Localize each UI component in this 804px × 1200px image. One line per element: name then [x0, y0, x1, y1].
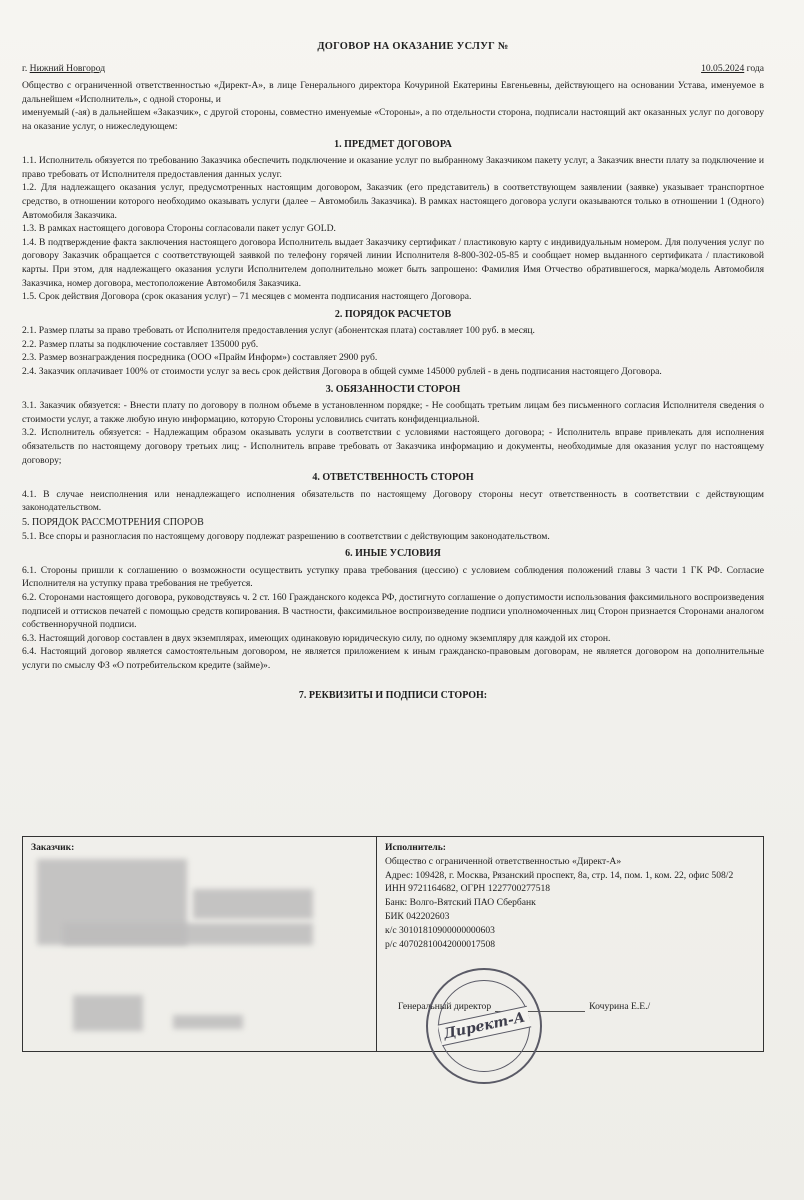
clause: 1.5. Срок действия Договора (срок оказания услуг) – 71 месяцев с момента подписания настоящего Договора.: [22, 291, 472, 303]
city-name: Нижний Новгород: [29, 62, 106, 74]
clause: 1.4. В подтверждение факта заключения настоящего договора Исполнитель выдает Заказчику сертификат / пластиковую карту с индивидуальным номером. Для получения услуг по договору Заказчик обращается с соответствующей заявкой по телефону горячей линии Исполнителя 8-800-302-05-85 и сообщает номер выданного сертификата / пластиковой карты. При этом, для надлежащего оказания услуги Исполнителем дополнительно может быть запрошено: Фамилия Имя Отчество обратившегося, марка/модель Автомобиля Заказчика, номер договора, местоположение Автомобиля Заказчика.: [22, 236, 764, 289]
date-suffix: года: [746, 62, 764, 74]
clause: 3.1. Заказчик обязуется: - Внести плату по договору в полном объеме в установленном порядке; - Не сообщать третьим лицам без письменного согласия Исполнителя сведения о стоимости услуг, а также любую иную информацию, которую Стороны условились считать конфиденциальной.: [22, 400, 764, 425]
executor-line: Общество с ограниченной ответственностью «Директ-А»: [385, 855, 622, 867]
redacted-customer-signature: [173, 1015, 243, 1029]
clause: 1.3. В рамках настоящего договора Стороны согласовали пакет услуг GOLD.: [22, 223, 336, 235]
preamble-paragraph: Общество с ограниченной ответственностью «Директ-А», в лице Генерального директора Кочуриной Екатерины Евгеньевны, действующего на основании Устава, именуемое в дальнейшем «Исполнитель», с одной стороны, и: [22, 80, 764, 105]
executor-line: р/с 40702810042000017508: [385, 938, 496, 950]
section-title: 6. ИНЫЕ УСЛОВИЯ: [345, 548, 441, 560]
section-title: 3. ОБЯЗАННОСТИ СТОРОН: [325, 383, 461, 395]
preamble-paragraph: именуемый (-ая) в дальнейшем «Заказчик», с другой стороны, совместно именуемые «Стороны», а по отдельности сторона, подписали настоящий акт оказанных услуг по договору на оказание услуг, о нижеследующем:: [22, 107, 764, 132]
city-date-row: [22, 62, 764, 76]
requisites-table: [22, 836, 764, 1052]
customer-label: Заказчик:: [31, 842, 75, 853]
company-stamp: [426, 968, 542, 1084]
executor-line: Адрес: 109428, г. Москва, Рязанский проспект, 8а, стр. 14, пом. 1, ком. 22, офис 508/2: [385, 869, 734, 881]
requisites-title: 7. РЕКВИЗИТЫ И ПОДПИСИ СТОРОН:: [298, 689, 488, 701]
clause: 4.1. В случае неисполнения или ненадлежащего исполнения обязательств по настоящему Договору стороны несут ответственность в соответствии с действующим законодательством.: [22, 488, 764, 514]
executor-line: к/с 30101810900000000603: [385, 924, 495, 936]
signer-name: Кочурина Е.Е./: [589, 1001, 651, 1012]
section-title: 1. ПРЕДМЕТ ДОГОВОРА: [334, 138, 452, 150]
city-line: [22, 62, 105, 76]
contract-date: 10.05.2024: [701, 62, 745, 74]
executor-line: Банк: Волго-Вятский ПАО Сбербанк: [385, 897, 536, 909]
redacted-customer-details: [63, 923, 313, 945]
customer-column: [23, 837, 377, 1051]
document-title: ДОГОВОР НА ОКАЗАНИЕ УСЛУГ №: [317, 41, 509, 52]
stamp-text: Директ-А: [437, 1006, 530, 1046]
redacted-customer-signature: [73, 995, 143, 1031]
clause: 6.2. Сторонами настоящего договора, руководствуясь ч. 2 ст. 160 Гражданского кодекса РФ, достигнуто соглашение о допустимости использования факсимильного воспроизведения подписей и оттисков печатей с помощью средств копирования. В частности, факсимильное воспроизведение подписи уполномоченных лиц Сторон признается Сторонами аналогом собственноручной подписи.: [22, 591, 764, 631]
date-line: [701, 62, 764, 76]
clause: 2.4. Заказчик оплачивает 100% от стоимости услуг за весь срок действия Договора в общей сумме 145000 рублей - в день подписания настоящего Договора.: [22, 366, 662, 378]
executor-label: Исполнитель:: [385, 842, 446, 853]
executor-line: БИК 042202603: [385, 910, 450, 922]
signer-title: Генеральный директор: [398, 1001, 492, 1012]
clause: 6.1. Стороны пришли к соглашению о возможности осуществить уступку права требования (цессию) с условием соблюдения положений главы 3 части 1 ГК РФ. Согласие Исполнителя на уступку права требования не требуется.: [22, 564, 764, 590]
clause: 2.1. Размер платы за право требовать от Исполнителя предоставления услуг (абонентская плата) составляет 100 руб. в месяц.: [22, 325, 535, 337]
section-title: 5. ПОРЯДОК РАССМОТРЕНИЯ СПОРОВ: [22, 517, 204, 528]
clause: 2.2. Размер платы за подключение составляет 135000 руб.: [22, 338, 259, 350]
clause: 1.2. Для надлежащего оказания услуг, предусмотренных настоящим договором, Заказчик (его представитель) в соответствующем заявлении (заявке) указывает транспортное средство, в отношении которого необходимо оказывать услуги (далее – Автомобиль Заказчика). В рамках настоящего договора услуги оказываются только в отношении 1 (Одного) Автомобиля Заказчика.: [22, 182, 764, 221]
section-title: 4. ОТВЕТСТВЕННОСТЬ СТОРОН: [312, 472, 474, 484]
section-title: 2. ПОРЯДОК РАСЧЕТОВ: [334, 308, 452, 320]
clause: 5.1. Все споры и разногласия по настоящему договору подлежат разрешению в соответствии с действующим законодательством.: [22, 530, 550, 542]
clause: 6.4. Настоящий договор является самостоятельным договором, не является приложением к иным гражданско-правовым договорам, не является договором на дополнительные услуги по смыслу ФЗ «О потребительском кредите (займе)».: [22, 646, 764, 671]
contract-body: [22, 40, 764, 702]
city-prefix: г.: [22, 62, 28, 74]
clause: 3.2. Исполнитель обязуется: - Надлежащим образом оказывать услуги в соответствии с условиями настоящего договора; - Исполнитель вправе привлекать для исполнения обязательств по настоящему договору третьих лиц; - Исполнитель вправе требовать от Заказчика информацию и документы, необходимые для оказания услуг по настоящему договору;: [22, 427, 764, 466]
redacted-customer-details: [193, 889, 313, 919]
clause: 2.3. Размер вознаграждения посредника (ООО «Прайм Информ») составляет 2900 руб.: [22, 352, 378, 364]
executor-line: ИНН 9721164682, ОГРН 1227700277518: [385, 883, 551, 895]
clause: 6.3. Настоящий договор составлен в двух экземплярах, имеющих одинаковую юридическую силу, по одному экземпляру для каждой их сторон.: [22, 632, 611, 644]
clause: 1.1. Исполнитель обязуется по требованию Заказчика обеспечить подключение и оказание услуг по выбранному Заказчиком пакету услуг, а Заказчик внести плату за подключение и право требовать от Исполнителя предоставления данных услуг.: [22, 155, 764, 180]
